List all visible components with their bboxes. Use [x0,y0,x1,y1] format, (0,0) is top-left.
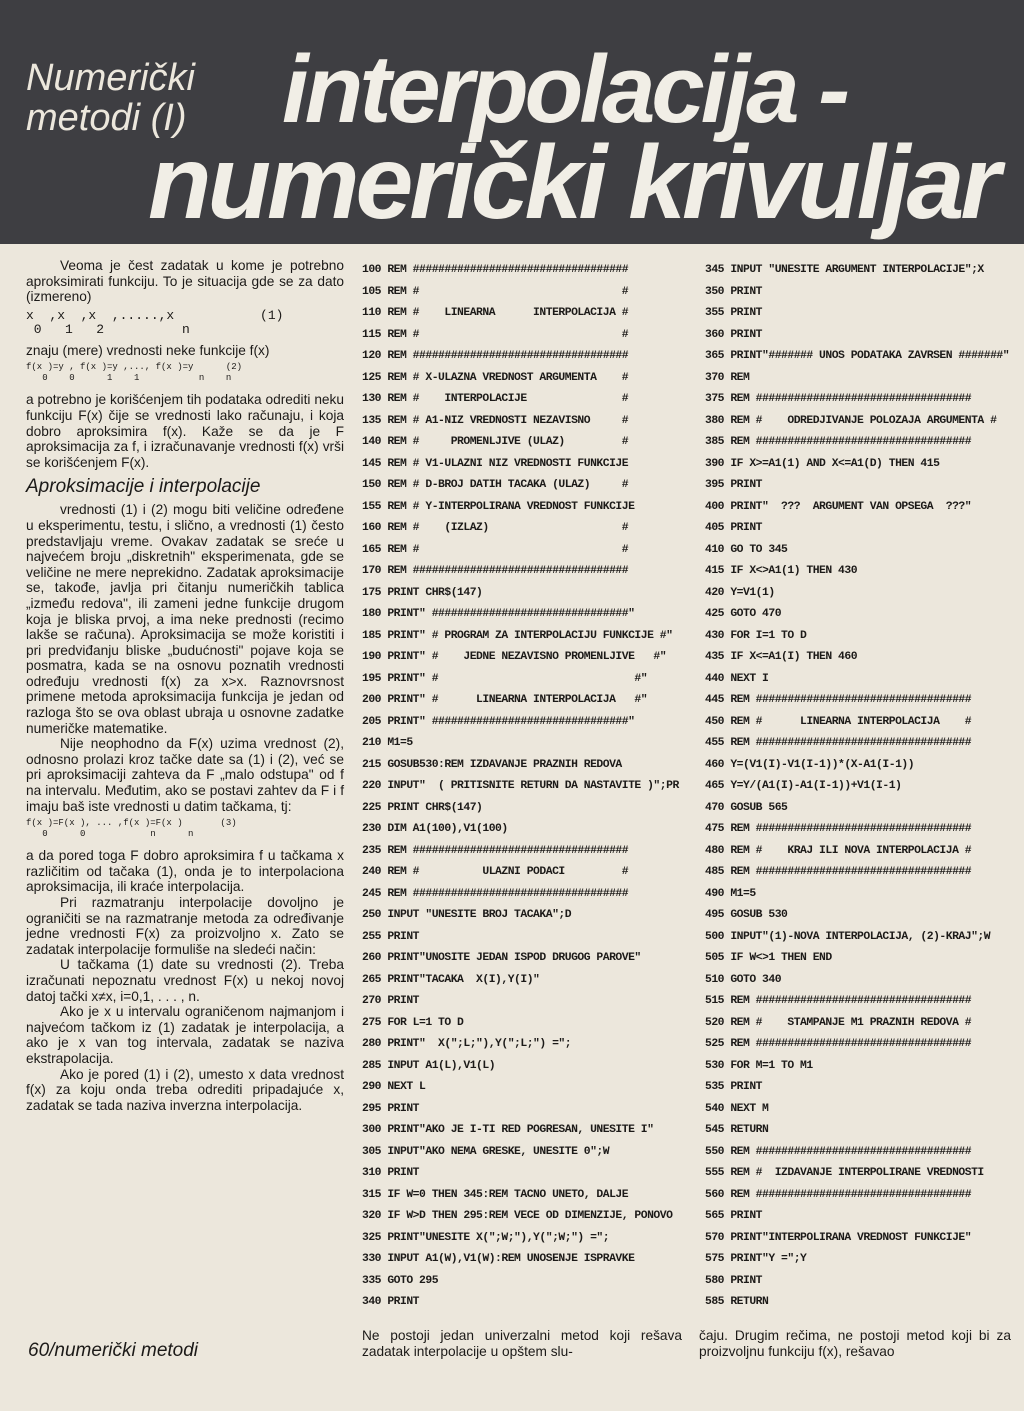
paragraph-10: Ako je pored (1) i (2), umesto x data vrednost f(x) za koju onda treba odrediti pripadajuće x, zadatak se tada naziva inverzna interpolacija. [26,1066,344,1113]
paragraph-5: Nije neophodno da F(x) uzima vrednost (2), odnosno prolazi kroz tačke date sa (1) i (2), već se pri aproksimaciji zahteva da F „malo odstupa" od f na intervalu. Međutim, ako se postavi zahtev da F i f imaju baš iste vrednosti u datim tačkama, tj: [26,736,344,814]
header-banner [0,0,1024,244]
continuation-text-right: čaju. Drugim rečima, ne postoji metod koji bi za proizvoljnu funkciju f(x), rešavao [699,1328,1011,1359]
paragraph-1: Veoma je čest zadatak u kome je potrebno aproksimirati funkciju. To je situacija gde se za dato (izmereno) [26,258,344,305]
formula-1 [26,309,344,337]
basic-listing-part-2: 345 INPUT "UNESITE ARGUMENT INTERPOLACIJE";X 350 PRINT 355 PRINT 360 PRINT 365 PRINT"####### UNOS PODATAKA ZAVRSEN #######" 370 REM 375 REM ################################## 380 REM # ODREDJIVANJE POLOZAJA ARGUMENTA # 385 REM ################################## 390 IF X>=A1(1) AND X<=A1(D) THEN 415 395 PRINT 400 PRINT" ??? ARGUMENT VAN OPSEGA ???" 405 PRINT 410 GO TO 345 415 IF X<>A1(1) THEN 430 420 Y=V1(1) 425 GOTO 470 430 FOR I=1 TO D 435 IF X<=A1(I) THEN 460 440 NEXT I 445 REM ################################## 450 REM # LINEARNA INTERPOLACIJA # 455 REM ################################## 460 Y=(V1(I)-V1(I-1))*(X-A1(I-1)) 465 Y=Y/(A1(I)-A1(I-1))+V1(I-1) 470 GOSUB 565 475 REM ################################## 480 REM # KRAJ ILI NOVA INTERPOLACIJA # 485 REM ################################## 490 M1=5 495 GOSUB 530 500 INPUT"(1)-NOVA INTERPOLACIJA, (2)-KRAJ";W 505 IF W<>1 THEN END 510 GOTO 340 515 REM ################################## 520 REM # STAMPANJE M1 PRAZNIH REDOVA # 525 REM ################################## 530 FOR M=1 TO M1 535 PRINT 540 NEXT M 545 RETURN 550 REM ################################## 555 REM # IZDAVANJE INTERPOLIRANE VREDNOSTI 560 REM ################################## 565 PRINT 570 PRINT"INTERPOLIRANA VREDNOST FUNKCIJE" 575 PRINT"Y =";Y 580 PRINT 585 RETURN [705,264,1010,1308]
series-line-2: metodi (I) [26,97,187,139]
series-line-1: Numerički [26,57,195,99]
article-title-line-1: interpolacija - [282,36,847,143]
formula-2-line-1: f(x )=y , f(x )=y ,..., f(x )=y (2) [26,362,243,373]
formula-2-line-2: 0 0 1 1 n n [26,373,232,384]
paragraph-3: a potrebno je korišćenjem tih podataka odrediti neku funkciju F(x) čije se vrednosti lako računaju, i koja dobro aproksimira f(x). Kaže se da je F aproksimacija za f, i izračunavanje vrednosti f(x) vrši se korišćenjem F(x). [26,392,344,470]
formula-1-line-2: 0 1 2 n [26,321,190,337]
paragraph-8: U tačkama (1) date su vrednosti (2). Treba izračunati nepoznatu vrednost F(x) u nekoj novoj datoj tački x≠x, i=0,1, . . . , n. [26,957,344,1004]
formula-1-line-1: x ,x ,x ,.....,x (1) [26,307,284,323]
formula-3 [26,818,344,840]
paragraph-4: vrednosti (1) i (2) mogu biti veličine određene u eksperimentu, testu, i slično, a vrednosti (1) često predstavljaju vreme. Ovakav zadatak se sreće u najvećem broju „diskretnih" eksperimenata, gde se veličine ne mere neprekidno. Zadatak aproksimacije se, takođe, javlja pri čitanju numeričkih tablica „između redova", ili zameni jedne funkcije drugom koja je bliska prvoj, a ima neke prednosti (recimo lakše se računa). Aproksimacija se može koristiti i pri predviđanju bliske „budućnosti" pojave koja se posmatra, kada se na osnovu poznatih vrednosti određuju vrednosti f(x) za x>x. Raznovrsnost primene metoda aproksimacija funkcija je jedan od razloga što se ova oblast ubraja u osnovne zadatke numeričke matematike. [26,502,344,736]
subheading: Aproksimacije i interpolacije [26,476,261,498]
formula-2 [26,362,344,384]
paragraph-9: Ako je x u intervalu ograničenom najmanjom i najvećom tačkom iz (1) zadatak je interpolacija, a ako je x van tog intervala, zadatak se naziva ekstrapolacija. [26,1004,344,1066]
basic-listing-part-1: 100 REM ################################## 105 REM # # 110 REM # LINEARNA INTERPOLACIJA # 115 REM # # 120 REM ################################## 125 REM # X-ULAZNA VREDNOST ARGUMENTA # 130 REM # INTERPOLACIJE # 135 REM # A1-NIZ VREDNOSTI NEZAVISNO # 140 REM # PROMENLJIVE (ULAZ) # 145 REM # V1-ULAZNI NIZ VREDNOSTI FUNKCIJE 150 REM # D-BROJ DATIH TACAKA (ULAZ) # 155 REM # Y-INTERPOLIRANA VREDNOST FUNKCIJE 160 REM # (IZLAZ) # 165 REM # # 170 REM ################################## 175 PRINT CHR$(147) 180 PRINT" ###############################" 185 PRINT" # PROGRAM ZA INTERPOLACIJU FUNKCIJE #" 190 PRINT" # JEDNE NEZAVISNO PROMENLJIVE #" 195 PRINT" # #" 200 PRINT" # LINEARNA INTERPOLACIJA #" 205 PRINT" ###############################" 210 M1=5 215 GOSUB530:REM IZDAVANJE PRAZNIH REDOVA 220 INPUT" ( PRITISNITE RETURN DA NASTAVITE )";PR 225 PRINT CHR$(147) 230 DIM A1(100),V1(100) 235 REM ################################## 240 REM # ULAZNI PODACI # 245 REM ################################## 250 INPUT "UNESITE BROJ TACAKA";D 255 PRINT 260 PRINT"UNOSITE JEDAN ISPOD DRUGOG PAROVE" 265 PRINT"TACAKA X(I),Y(I)" 270 PRINT 275 FOR L=1 TO D 280 PRINT" X(";L;"),Y(";L;") ="; 285 INPUT A1(L),V1(L) 290 NEXT L 295 PRINT 300 PRINT"AKO JE I-TI RED POGRESAN, UNESITE I" 305 INPUT"AKO NEMA GRESKE, UNESITE 0";W 310 PRINT 315 IF W=0 THEN 345:REM TACNO UNETO, DALJE 320 IF W>D THEN 295:REM VECE OD DIMENZIJE, PONOVO 325 PRINT"UNESITE X(";W;"),Y(";W;") ="; 330 INPUT A1(W),V1(W):REM UNOSENJE ISPRAVKE 335 GOTO 295 340 PRINT [362,264,679,1308]
paragraph-7: Pri razmatranju interpolacije dovoljno je ograničiti se na razmatranje metoda za određivanje jedne vrednosti F(x) za proizvoljno x. Zato se zadatak interpolacije formuliše na sledeći način: [26,895,344,957]
paragraph-6: a da pored toga F dobro aproksimira f u tačkama x različitim od tačaka (1), onda je to interpolaciona aproksimacija, ili kraće interpolacija. [26,848,344,895]
continuation-text-middle: Ne postoji jedan univerzalni metod koji rešava zadatak interpolacije u opštem slu- [362,1328,682,1359]
paragraph-2: znaju (mere) vrednosti neke funkcije f(x) [26,342,270,358]
formula-3-line-2: 0 0 n n [26,829,194,840]
article-title-line-2: numerički krivuljar [148,125,997,241]
article-column-1 [26,258,344,1113]
formula-3-line-1: f(x )=F(x ), ... ,f(x )=F(x ) (3) [26,818,237,829]
page-footer: 60/numerički metodi [28,1340,199,1361]
